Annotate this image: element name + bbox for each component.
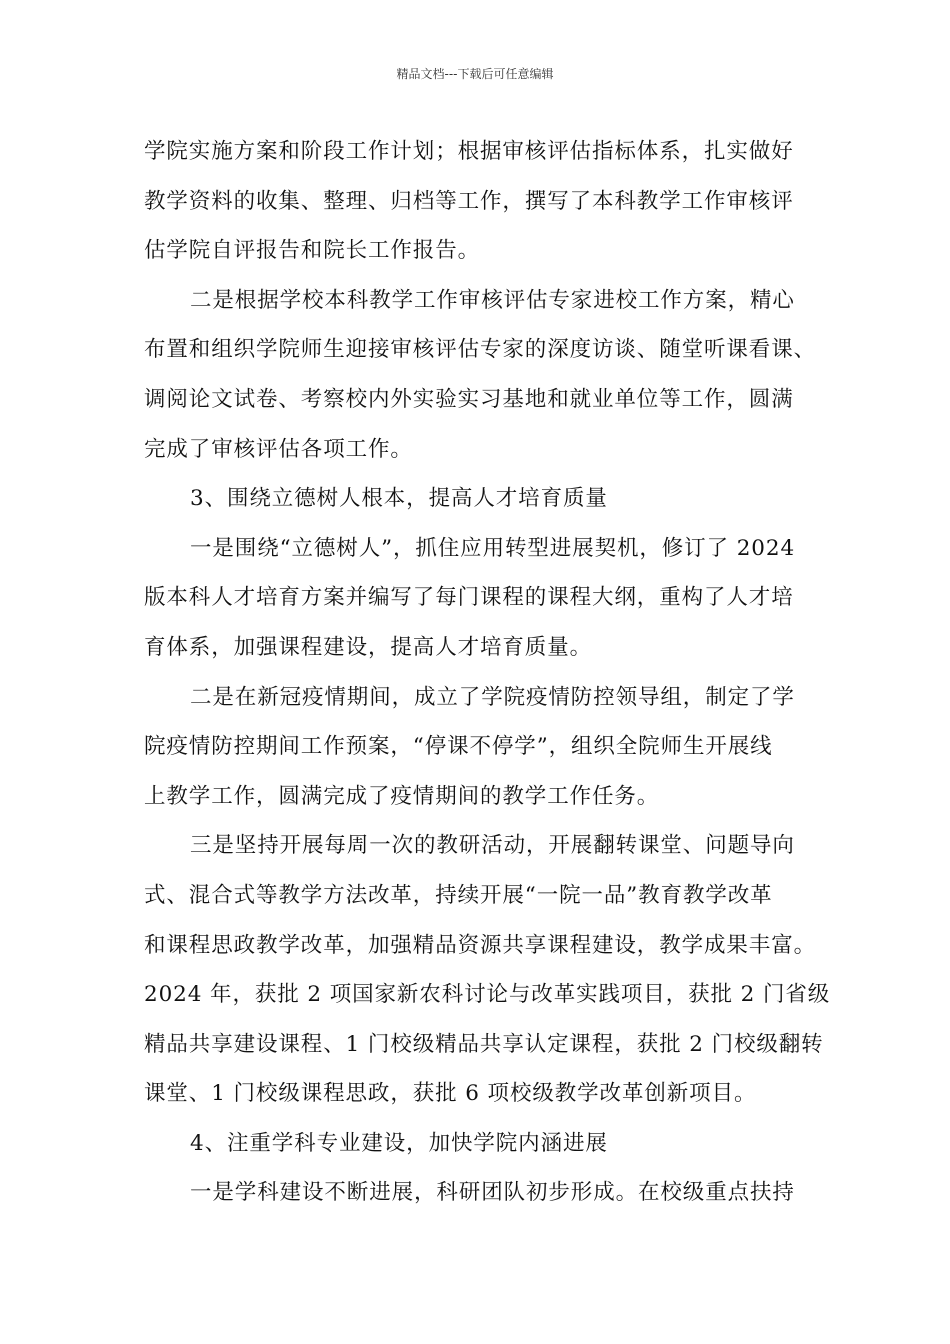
text-line: 精品共享建设课程、1 门校级精品共享认定课程，获批 2 门校级翻转 (144, 1031, 824, 1057)
text-line: 院疫情防控期间工作预案，“停课不停学”，组织全院师生开展线 (144, 734, 773, 760)
text-line: 版本科人才培育方案并编写了每门课程的课程大纲，重构了人才培 (144, 585, 794, 611)
text-line: 2024 年，获批 2 项国家新农科讨论与改革实践项目，获批 2 门省级 (144, 982, 831, 1008)
text-line: 育体系，加强课程建设，提高人才培育质量。 (144, 634, 593, 660)
section-heading: 3、围绕立德树人根本，提高人才培育质量 (190, 486, 608, 512)
text-line: 学院实施方案和阶段工作计划；根据审核评估指标体系，扎实做好 (144, 139, 794, 164)
section-heading: 4、注重学科专业建设，加快学院内涵进展 (190, 1130, 608, 1156)
paragraph-first-line: 二是根据学校本科教学工作审核评估专家进校工作方案，精心 (190, 287, 795, 313)
page-header: 精品文档---下载后可任意编辑 (396, 67, 554, 81)
paragraph-first-line: 一是围绕“立德树人”，抓住应用转型进展契机，修订了 2024 (190, 535, 796, 561)
text-line: 完成了审核评估各项工作。 (144, 436, 413, 462)
text-line: 式、混合式等教学方法改革，持续开展“一院一品”教育教学改革 (144, 882, 773, 908)
text-line: 布置和组织学院师生迎接审核评估专家的深度访谈、随堂听课看课、 (144, 337, 817, 363)
text-line: 教学资料的收集、整理、归档等工作，撰写了本科教学工作审核评 (144, 188, 794, 214)
text-line: 上教学工作，圆满完成了疫情期间的教学工作任务。 (144, 783, 660, 809)
text-line: 估学院自评报告和院长工作报告。 (144, 238, 481, 264)
paragraph-first-line: 二是在新冠疫情期间，成立了学院疫情防控领导组，制定了学 (190, 684, 795, 710)
paragraph-first-line: 一是学科建设不断进展，科研团队初步形成。在校级重点扶持 (190, 1180, 795, 1206)
text-line: 调阅论文试卷、考察校内外实验实习基地和就业单位等工作，圆满 (144, 386, 794, 412)
text-line: 和课程思政教学改革，加强精品资源共享课程建设，教学成果丰富。 (144, 932, 817, 958)
paragraph-first-line: 三是坚持开展每周一次的教研活动，开展翻转课堂、问题导向 (190, 833, 795, 859)
text-line: 课堂、1 门校级课程思政，获批 6 项校级教学改革创新项目。 (144, 1081, 757, 1107)
document-body (144, 132, 831, 1223)
